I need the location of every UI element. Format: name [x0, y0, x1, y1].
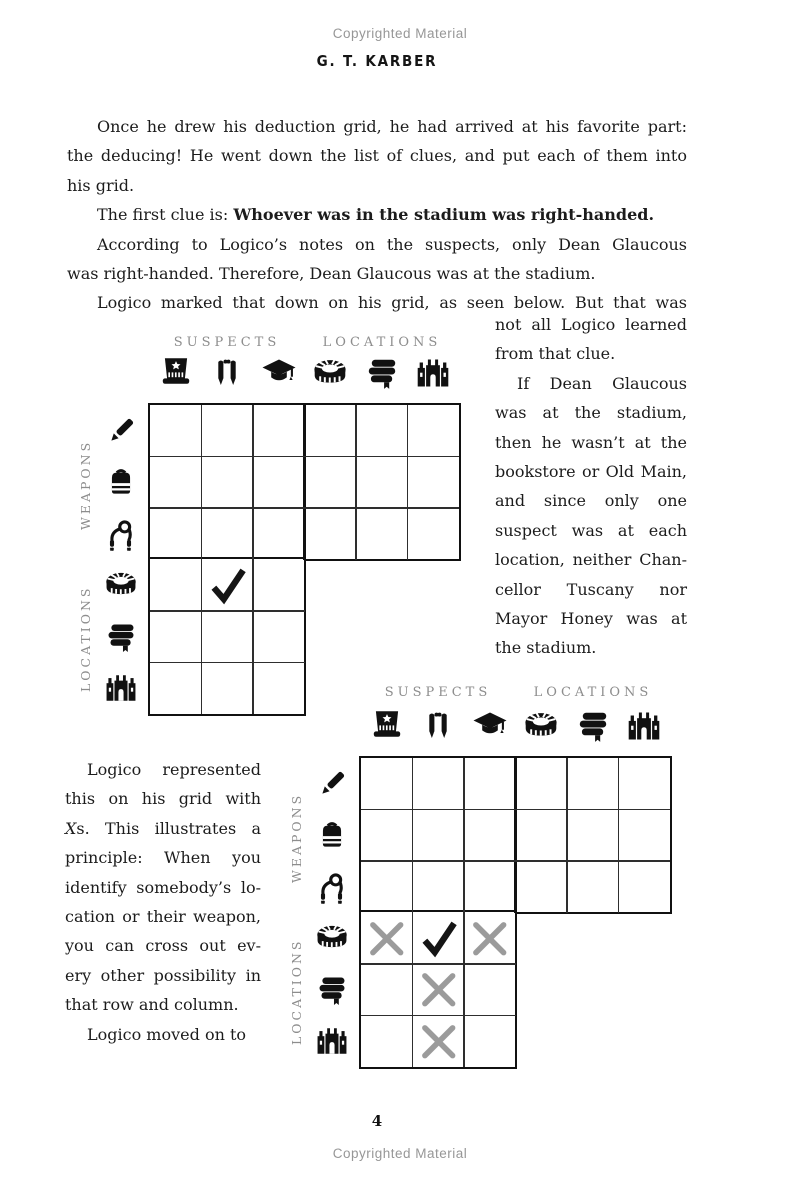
text-line: the stadium.	[495, 638, 597, 658]
deduction-grid-second	[280, 683, 690, 1073]
old-main-icon	[104, 671, 138, 705]
grid-line	[150, 507, 459, 508]
top-copyright-notice: Copyrighted Material	[332, 26, 468, 41]
grid-line	[361, 860, 670, 861]
check-mark	[413, 913, 465, 965]
author-header: G. T. KARBER	[316, 52, 438, 70]
x-mark	[464, 913, 516, 965]
grid-line	[514, 758, 517, 913]
text-line: cellor Tuscany nor	[495, 579, 687, 599]
x-mark	[361, 913, 413, 965]
grid-line	[361, 809, 670, 810]
text-line: then he wasn’t at the	[495, 432, 687, 452]
text-line: and since only one	[495, 491, 687, 511]
grid-line	[566, 758, 567, 913]
right-column-text	[495, 310, 687, 663]
text-line: this on his grid with	[65, 789, 261, 809]
suspects-column-label: SUSPECTS	[173, 335, 281, 350]
jump-rope-icon	[315, 870, 349, 904]
locations-column-label: LOCATIONS	[322, 335, 442, 350]
text-line: The first clue is: Whoever was in the stadium was right-handed.	[97, 205, 655, 225]
books-icon	[104, 620, 138, 654]
weapons-row-label: WEAPONS	[289, 792, 304, 883]
stadium-icon	[312, 355, 348, 391]
text-line: you can cross out ev-	[65, 936, 261, 956]
old-main-icon	[626, 708, 662, 744]
text-line: principle: When you	[65, 848, 261, 868]
text-line: According to Logico’s notes on the suspects, only Dean Glaucous	[97, 234, 687, 254]
text-line: Logico moved on to	[87, 1024, 247, 1044]
page-number: 4	[371, 1112, 383, 1130]
left-column-text	[65, 755, 261, 1049]
text-line: the deducing! He went down the list of clues, and put each of them into	[67, 146, 687, 166]
graduation-cap-icon	[261, 355, 297, 391]
text-line: identify somebody’s lo-	[65, 877, 261, 897]
check-mark	[202, 560, 254, 612]
text-line: was right-handed. Therefore, Dean Glaucous was at the stadium.	[67, 264, 596, 284]
text-line: suspect was at each	[495, 520, 687, 540]
scarf-icon	[420, 708, 456, 744]
books-icon	[575, 708, 611, 744]
grid-line	[252, 405, 253, 560]
locations-column-label: LOCATIONS	[533, 685, 653, 700]
text-line: was at the stadium,	[495, 403, 687, 423]
grid-line	[150, 456, 459, 457]
top-hat-icon	[158, 355, 194, 391]
text-line: Logico marked that down on his grid, as seen below. But that was	[97, 293, 687, 313]
text-line: not all Logico learned	[495, 315, 687, 334]
text-line: from that clue.	[495, 344, 616, 364]
text-line: that row and column.	[65, 995, 239, 1015]
text-line: Logico represented	[87, 760, 261, 779]
grid-line	[201, 405, 202, 560]
text-line: Mayor Honey was at	[495, 609, 687, 629]
text-line: bookstore or Old Main,	[495, 462, 687, 482]
backpack-icon	[104, 465, 138, 499]
weapons-row-label: WEAPONS	[78, 439, 93, 530]
suspects-column-label: SUSPECTS	[384, 685, 492, 700]
books-icon	[315, 973, 349, 1007]
text-line: his grid.	[67, 175, 135, 195]
deduction-grid-first	[70, 333, 480, 723]
stadium-icon	[315, 921, 349, 955]
locations-row-label: LOCATIONS	[289, 938, 304, 1045]
books-icon	[364, 355, 400, 391]
top-hat-icon	[369, 708, 405, 744]
text-line: cation or their weapon,	[65, 907, 261, 927]
stadium-icon	[523, 708, 559, 744]
text-line: location, neither Chan-	[495, 550, 687, 570]
backpack-icon	[315, 818, 349, 852]
text-line: Xs. This illustrates a	[65, 818, 261, 838]
grid-line	[407, 405, 408, 560]
old-main-icon	[415, 355, 451, 391]
text-line: If Dean Glaucous	[517, 373, 687, 393]
text-line: ery other possibility in	[65, 965, 261, 985]
locations-row-label: LOCATIONS	[78, 585, 93, 692]
grid-line	[303, 405, 306, 560]
grid-line	[463, 758, 464, 913]
bottom-copyright-notice: Copyrighted Material	[332, 1146, 468, 1161]
graduation-cap-icon	[472, 708, 508, 744]
grid-line	[355, 405, 356, 560]
pencil-icon	[315, 767, 349, 801]
main-paragraphs	[67, 112, 687, 318]
grid-line	[150, 662, 305, 663]
old-main-icon	[315, 1024, 349, 1058]
stadium-icon	[104, 568, 138, 602]
x-mark	[413, 964, 465, 1016]
x-mark	[413, 1016, 465, 1068]
grid-line	[412, 758, 413, 913]
scarf-icon	[209, 355, 245, 391]
text-line: Once he drew his deduction grid, he had arrived at his favorite part:	[97, 117, 687, 136]
jump-rope-icon	[104, 517, 138, 551]
grid-line	[618, 758, 619, 913]
pencil-icon	[104, 414, 138, 448]
